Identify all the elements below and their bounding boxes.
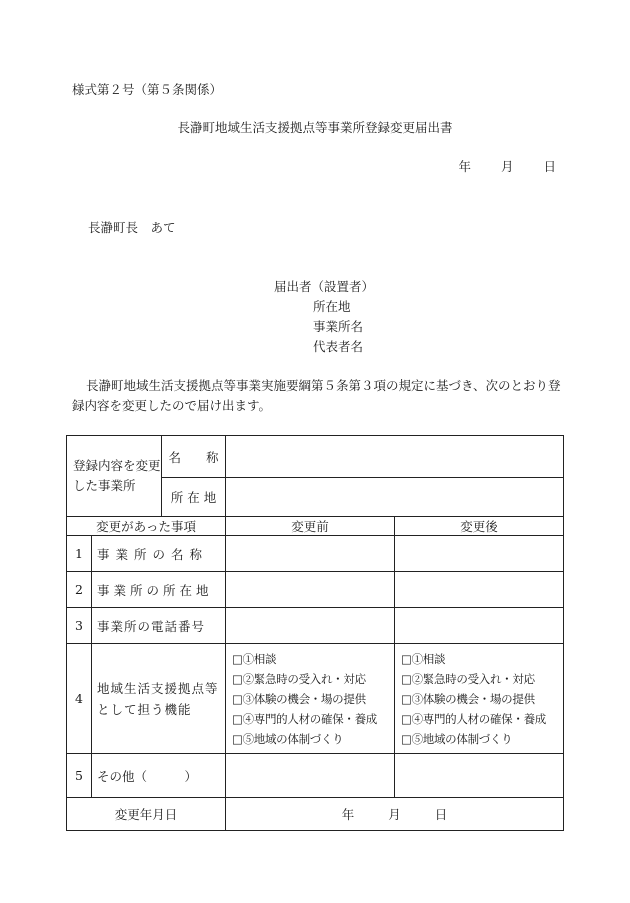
row-1-label: 事業所の名称 — [92, 536, 226, 572]
date-day: 日 — [543, 159, 556, 174]
office-label — [67, 436, 162, 517]
row-4-number: 4 — [67, 644, 92, 754]
after-option-2[interactable]: □②緊急時の受入れ・対応 — [401, 671, 535, 686]
form-number: 様式第２号（第５条関係） — [72, 82, 223, 97]
body-text: 長瀞町地域生活支援拠点等事業実施要綱第５条第３項の規定に基づき、次のとおり登録内容を変更したので届け出ます。 — [72, 378, 561, 413]
before-option-5[interactable]: □⑤地域の体制づくり — [232, 731, 344, 746]
row-1-number: 1 — [67, 536, 92, 572]
notifier-address-label: 所在地 — [313, 299, 351, 314]
row-1-before[interactable] — [226, 536, 395, 572]
row-1-after[interactable] — [395, 536, 564, 572]
office-label-text: 登録内容を変更した事業所 — [73, 458, 161, 493]
before-option-4[interactable]: □④専門的人材の確保・養成 — [232, 711, 377, 726]
after-option-3[interactable]: □③体験の機会・場の提供 — [401, 691, 535, 706]
notifier-office-name-label: 事業所名 — [313, 319, 364, 334]
office-address-value[interactable] — [226, 478, 564, 517]
row-5-number: 5 — [67, 754, 92, 798]
notifier-representative-label: 代表者名 — [313, 339, 364, 354]
row-4-after-options — [395, 644, 564, 754]
change-date-month: 月 — [388, 807, 401, 822]
change-date-value[interactable] — [226, 798, 564, 831]
header-before: 変更前 — [226, 517, 395, 536]
change-date-year: 年 — [341, 807, 355, 822]
row-3-label: 事業所の電話番号 — [92, 608, 226, 644]
row-3-after[interactable] — [395, 608, 564, 644]
row-4-before-options — [226, 644, 395, 754]
date-year: 年 — [458, 159, 471, 174]
before-option-1[interactable]: □①相談 — [232, 651, 277, 666]
row-3-number: 3 — [67, 608, 92, 644]
row-2-number: 2 — [67, 572, 92, 608]
change-date-label: 変更年月日 — [67, 798, 226, 831]
date-month: 月 — [500, 159, 514, 174]
change-table — [66, 435, 564, 831]
row-5-after[interactable] — [395, 754, 564, 798]
row-2-before[interactable] — [226, 572, 395, 608]
before-option-3[interactable]: □③体験の機会・場の提供 — [232, 691, 366, 706]
header-after: 変更後 — [395, 517, 564, 536]
row-2-label: 事業所の所在地 — [92, 572, 226, 608]
submission-date — [458, 157, 556, 175]
row-5-label: その他（ ） — [92, 754, 226, 798]
after-option-4[interactable]: □④専門的人材の確保・養成 — [401, 711, 546, 726]
change-date-day: 日 — [434, 807, 448, 822]
row-4-label: 地域生活支援拠点等として担う機能 — [92, 644, 226, 754]
office-name-value[interactable] — [226, 436, 564, 478]
row-5-before[interactable] — [226, 754, 395, 798]
office-name-label: 名 称 — [162, 436, 226, 478]
addressee: 長瀞町長 あて — [88, 220, 176, 235]
notifier-heading: 届出者（設置者） — [274, 279, 375, 294]
after-option-5[interactable]: □⑤地域の体制づくり — [401, 731, 513, 746]
before-option-2[interactable]: □②緊急時の受入れ・対応 — [232, 671, 366, 686]
office-address-label: 所 在 地 — [162, 478, 226, 517]
header-item: 変更があった事項 — [67, 517, 226, 536]
after-option-1[interactable]: □①相談 — [401, 651, 446, 666]
document-title: 長瀞町地域生活支援拠点等事業所登録変更届出書 — [177, 120, 453, 135]
row-2-after[interactable] — [395, 572, 564, 608]
row-3-before[interactable] — [226, 608, 395, 644]
notifier-block — [274, 277, 374, 357]
